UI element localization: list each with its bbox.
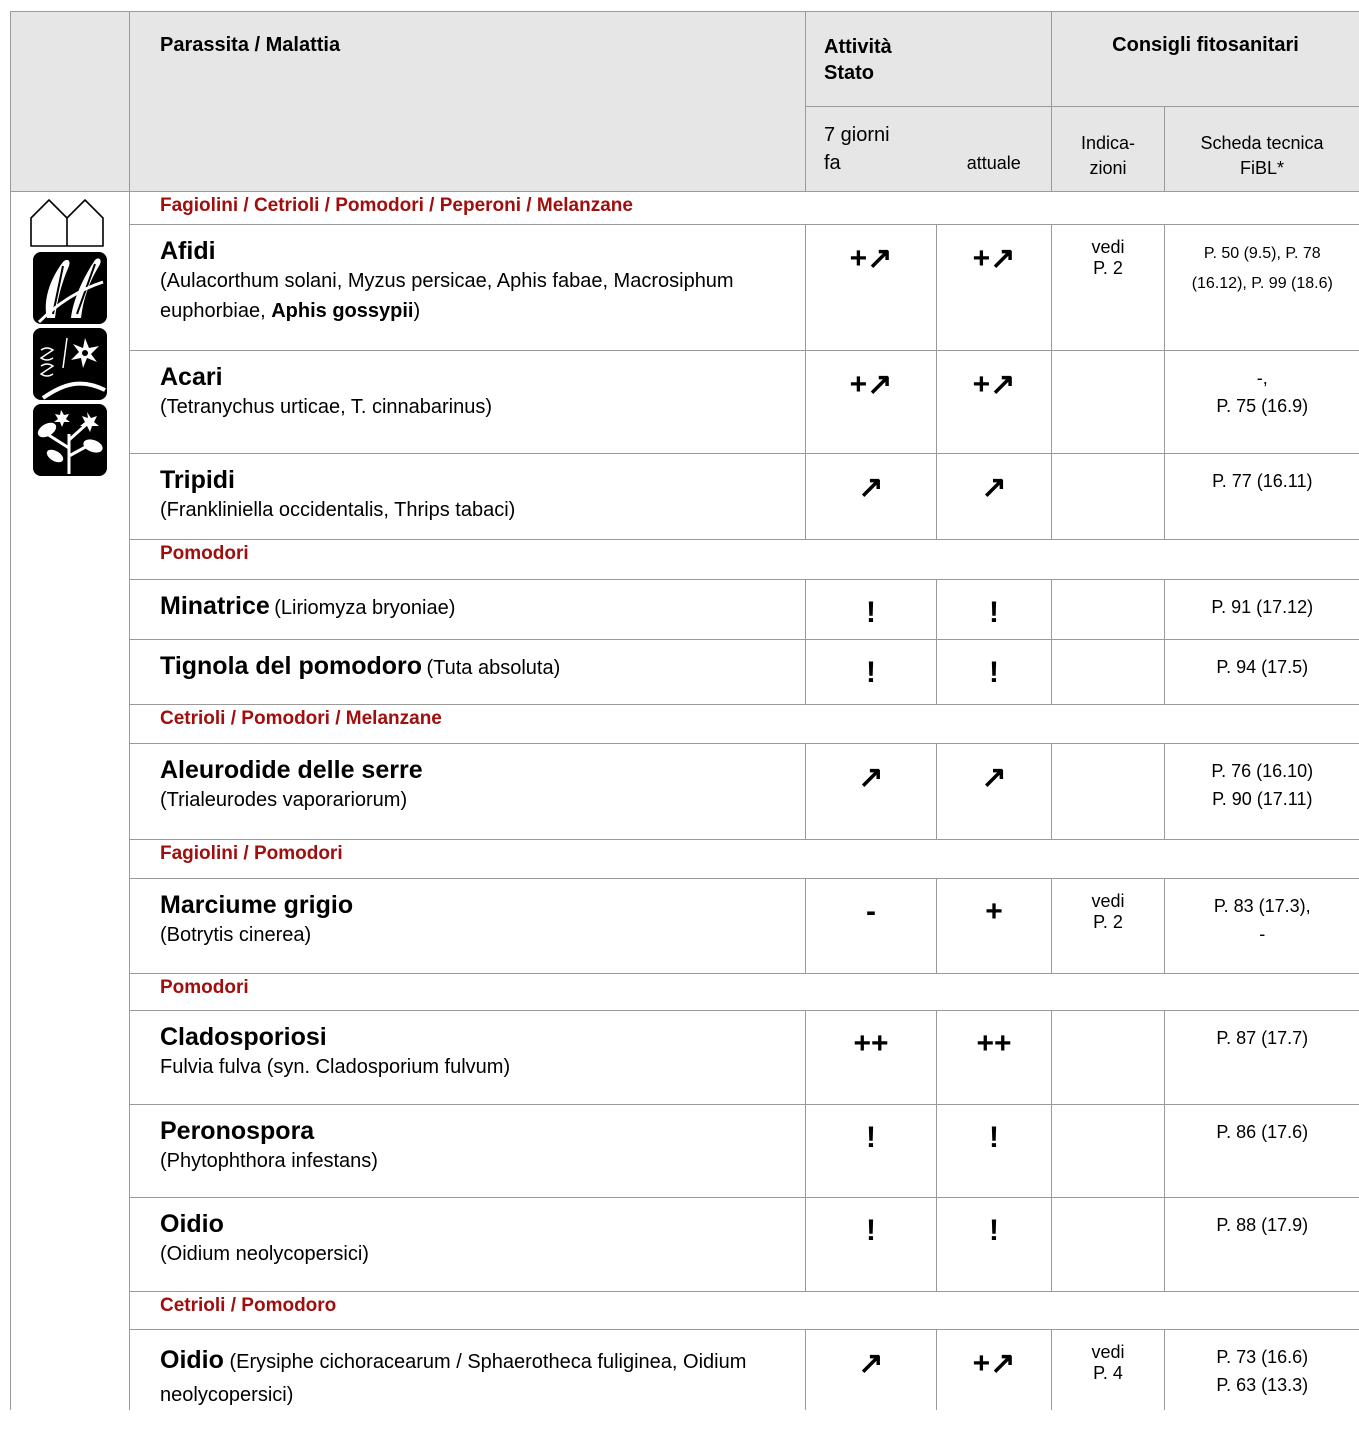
indication-cell [1052,580,1165,640]
pest-row [11,225,1359,351]
header-current [937,107,1052,192]
fibl-reference-line: P. 86 (17.6) [1216,1122,1309,1142]
indication-cell [1052,879,1165,974]
fibl-reference-line: (16.12), P. 99 (18.6) [1191,275,1333,293]
pest-scientific-names: (Tetranychus urticae, T. cinnabarinus) [160,396,493,418]
fibl-reference-line: P. 50 (9.5), P. 78 [1203,245,1321,262]
header-7days-line1: 7 giorni [824,124,890,146]
status-7-days-ago: ↗ [806,1330,937,1410]
fibl-reference-line: P. 77 (16.11) [1212,471,1313,491]
fibl-reference-cell [1165,225,1359,351]
pest-name: Tignola del pomodoro [160,652,423,680]
status-7-days-ago: +↗ [806,351,937,454]
indication-cell [1052,744,1165,840]
crop-row [11,705,1359,744]
status-7-days-ago: - [806,879,937,974]
indication-cell [1052,1330,1165,1410]
cucumber-plant-icon [33,328,107,400]
pest-scientific-names: (Botrytis cinerea) [160,924,312,946]
status-7-days-ago: ! [806,1198,937,1292]
crop-group-label: Pomodori [130,540,1359,580]
status-current: ! [937,640,1052,705]
pest-name: Aleurodide delle serre [160,756,423,784]
indication-line: P. 2 [1093,257,1123,278]
fibl-reference-cell [1165,1330,1359,1410]
fibl-reference-line: P. 83 (17.3), [1213,896,1311,916]
header-indications-line2: zioni [1089,158,1127,179]
status-current: ! [937,1105,1052,1198]
status-current: +↗ [937,1330,1052,1410]
pest-scientific-names: (Oidium neolycopersici) [160,1243,369,1265]
status-7-days-ago: ! [806,640,937,705]
fibl-reference-line: - [1259,923,1266,944]
header-7-days-ago [806,107,937,192]
fibl-reference-cell [1165,1105,1359,1198]
indication-line: P. 4 [1093,1362,1123,1383]
pest-scientific-highlight: Aphis gossypii [271,300,414,322]
crop-group-label: Fagiolini / Pomodori [130,840,1359,879]
header-fibl-sheet [1165,107,1359,192]
header-fibl-line2: FiBL* [1240,158,1285,179]
crop-row [11,840,1359,879]
pest-cell [130,351,806,454]
pest-row [11,580,1359,640]
indication-line: vedi [1091,891,1125,911]
fibl-reference-line: P. 88 (17.9) [1216,1215,1309,1235]
pest-row [11,1330,1359,1410]
pest-name: Cladosporiosi [160,1023,327,1051]
pest-name: Oidio [160,1210,224,1238]
header-activity-status [806,12,1052,107]
indication-line: vedi [1091,1342,1125,1362]
greenhouse-icon [29,196,109,248]
fibl-reference-cell [1165,744,1359,840]
header-corner-cell [11,12,130,192]
fibl-reference-line: P. 75 (16.9) [1216,395,1309,416]
status-current: ++ [937,1011,1052,1105]
pest-name: Peronospora [160,1117,315,1145]
pest-scientific-names: (Phytophthora infestans) [160,1150,378,1172]
fibl-reference-line: P. 76 (16.10) [1211,761,1314,781]
pest-name: Oidio [160,1346,224,1374]
pest-scientific-names: (Trialeurodes vaporariorum) [160,789,408,811]
tomato-plant-icon [33,404,107,476]
indication-cell [1052,1011,1165,1105]
pest-row [11,1105,1359,1198]
indication-cell [1052,454,1165,540]
header-status-label: Stato [824,62,874,84]
pest-row [11,640,1359,705]
pest-row [11,1198,1359,1292]
fibl-reference-cell [1165,1198,1359,1292]
bean-pods-icon [33,252,107,324]
indication-cell [1052,1198,1165,1292]
pest-cell [130,580,806,640]
indication-cell [1052,351,1165,454]
crop-group-label: Cetrioli / Pomodori / Melanzane [130,705,1359,744]
status-7-days-ago: ↗ [806,454,937,540]
fibl-reference-line: P. 63 (13.3) [1216,1374,1309,1395]
pest-cell [130,879,806,974]
indication-line: P. 2 [1093,911,1123,932]
crop-row [11,974,1359,1011]
pest-scientific-names: (Frankliniella occidentalis, Thrips tabaci) [160,499,516,521]
status-7-days-ago: ! [806,1105,937,1198]
pest-row [11,1011,1359,1105]
crop-icons-column [11,192,130,1410]
fibl-reference-cell [1165,1011,1359,1105]
pest-bulletin-table [10,11,1359,1410]
crop-group-label: Cetrioli / Pomodoro [130,1292,1359,1330]
pest-cell [130,1011,806,1105]
pest-name: Acari [160,363,223,391]
pest-scientific-end: ) [413,300,421,322]
status-current: +↗ [937,225,1052,351]
pest-scientific-names [160,266,795,326]
status-7-days-ago: ↗ [806,744,937,840]
fibl-reference-line: P. 91 (17.12) [1211,597,1314,617]
header-plant-protection-advice [1052,12,1359,107]
pest-cell [130,640,806,705]
header-7days-line2: fa [824,152,841,174]
pest-scientific-part: (Aulacorthum solani, Myzus persicae, Aphis fabae, Macrosiphum euphorbiae, [160,270,734,322]
status-current: +↗ [937,351,1052,454]
indication-cell [1052,1105,1165,1198]
fibl-reference-line: P. 73 (16.6) [1216,1347,1309,1367]
pest-row [11,454,1359,540]
crop-row [11,540,1359,580]
header-indications-line1: Indica- [1081,133,1136,153]
pest-cell [130,225,806,351]
pest-name: Afidi [160,237,216,265]
crop-group-label: Pomodori [130,974,1359,1011]
header-pest-label: Parassita / Malattia [160,34,341,56]
status-current: ↗ [937,744,1052,840]
fibl-reference-line: P. 87 (17.7) [1216,1028,1309,1048]
status-current: ! [937,580,1052,640]
header-row-top [11,12,1359,107]
pest-cell [130,1105,806,1198]
pest-cell [130,744,806,840]
pest-scientific-names: (Erysiphe cichoracearum / Sphaerotheca fuliginea, Oidium neolycopersici) [160,1351,747,1406]
indication-line: vedi [1091,237,1125,257]
fibl-reference-cell [1165,351,1359,454]
fibl-reference-cell [1165,879,1359,974]
pest-name: Tripidi [160,466,235,494]
pest-combined-text [160,1342,795,1410]
header-advice-label: Consigli fitosanitari [1112,34,1299,56]
pest-row [11,744,1359,840]
fibl-reference-line: P. 94 (17.5) [1216,657,1309,677]
fibl-reference-cell [1165,580,1359,640]
status-7-days-ago: +↗ [806,225,937,351]
fibl-reference-line: -, [1256,368,1268,388]
status-current: ! [937,1198,1052,1292]
crop-row [11,192,1359,225]
pest-scientific-names: (Tuta absoluta) [426,657,561,679]
fibl-reference-line: P. 90 (17.11) [1212,788,1313,809]
fibl-reference-cell [1165,640,1359,705]
pest-cell [130,454,806,540]
header-fibl-line1: Scheda tecnica [1200,133,1324,153]
fibl-reference-cell [1165,454,1359,540]
pest-row [11,879,1359,974]
header-pest-disease [130,12,806,192]
header-current-label: attuale [966,153,1021,173]
pest-name: Minatrice [160,592,270,620]
pest-cell [130,1330,806,1410]
header-activity-label: Attività [824,36,892,58]
pest-cell [130,1198,806,1292]
status-7-days-ago: ++ [806,1011,937,1105]
indication-cell [1052,640,1165,705]
status-current: + [937,879,1052,974]
pest-row [11,351,1359,454]
status-7-days-ago: ! [806,580,937,640]
crop-group-label: Fagiolini / Cetrioli / Pomodori / Peperoni / Melanzane [130,192,1359,225]
pest-scientific-names: Fulvia fulva (syn. Cladosporium fulvum) [160,1056,511,1078]
pest-scientific-names: (Liriomyza bryoniae) [274,597,456,619]
status-current: ↗ [937,454,1052,540]
header-indications [1052,107,1165,192]
indication-cell [1052,225,1165,351]
pest-name: Marciume grigio [160,891,354,919]
crop-row [11,1292,1359,1330]
